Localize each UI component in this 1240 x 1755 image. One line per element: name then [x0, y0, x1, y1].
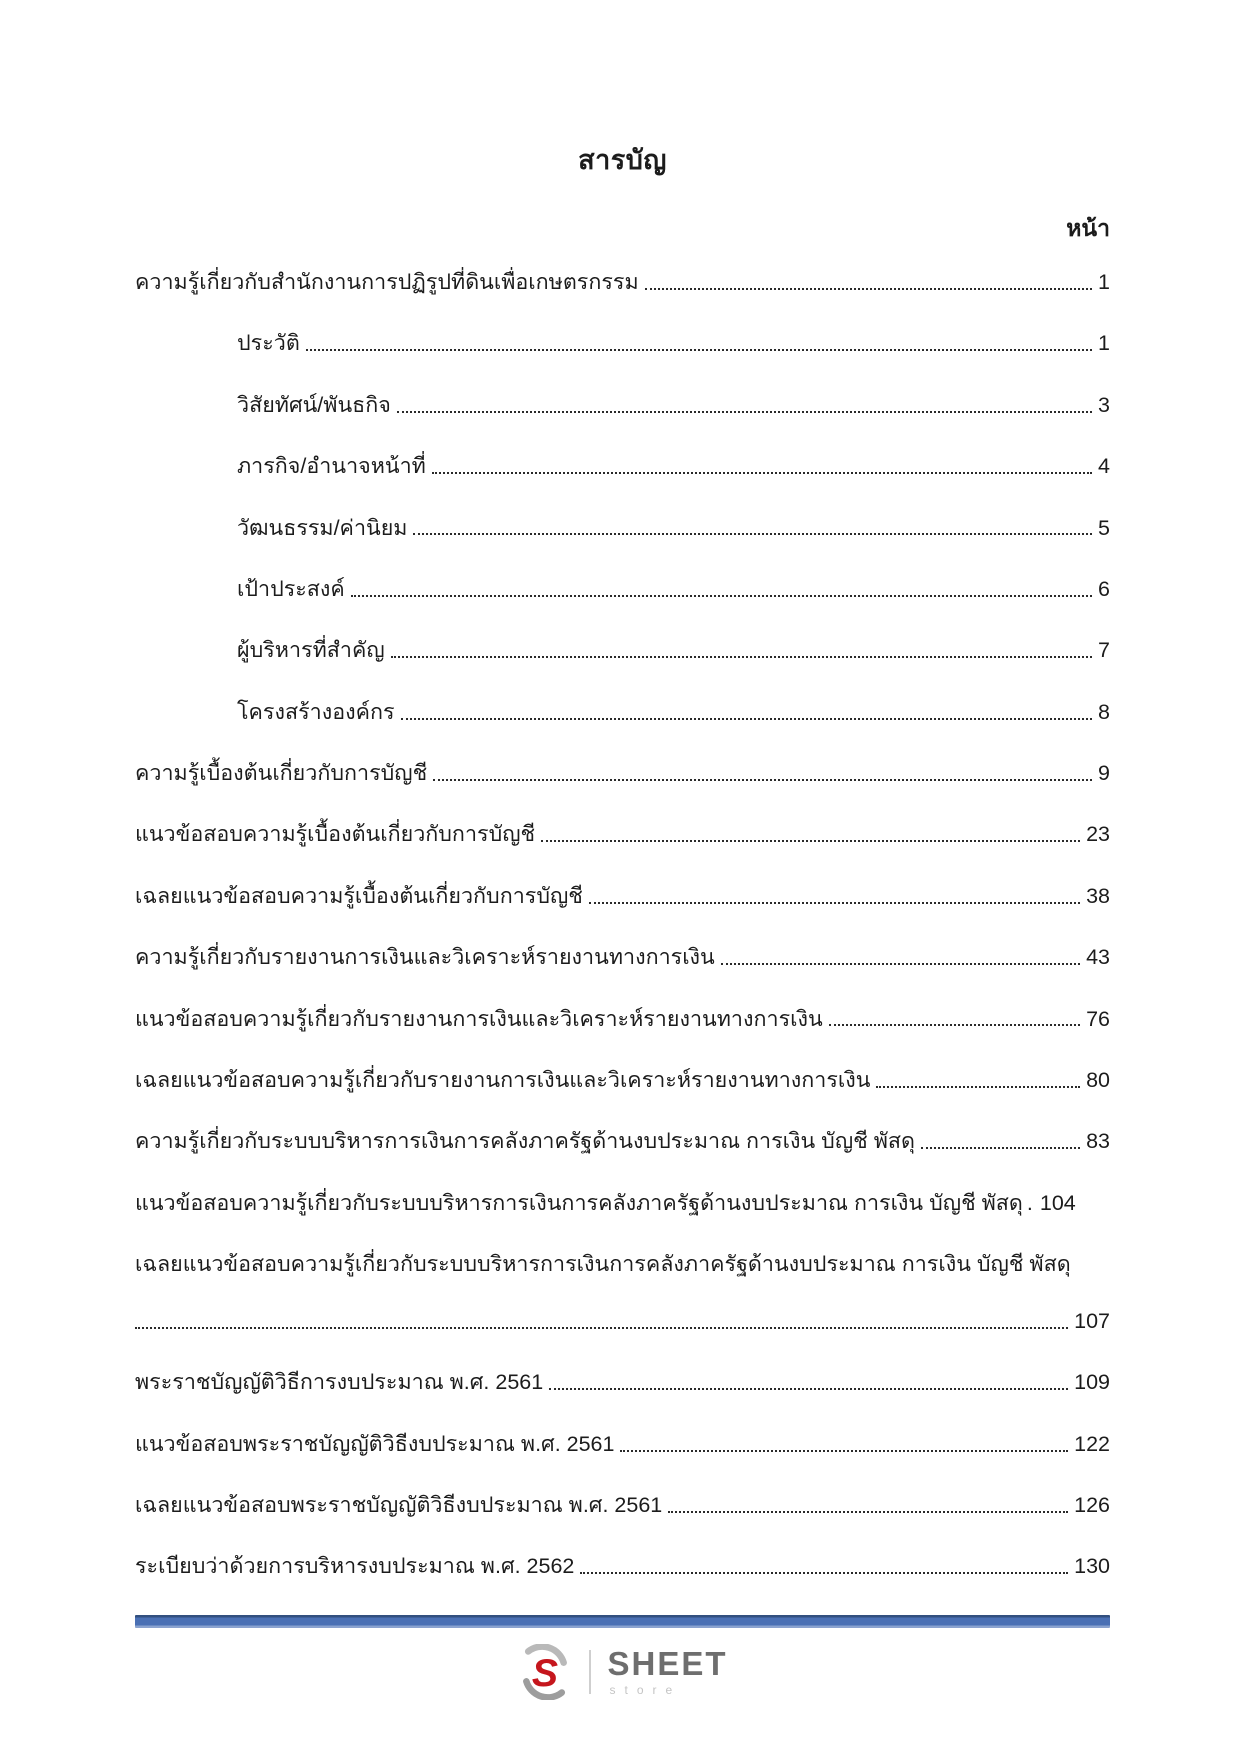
svg-text:S: S [532, 1651, 559, 1695]
dotted-leader [306, 349, 1092, 351]
dotted-leader [921, 1147, 1080, 1149]
toc-entry-label: ผู้บริหารที่สำคัญ [237, 638, 385, 663]
sheet-store-logo [135, 1644, 1110, 1700]
toc-entry-page: 3 [1098, 392, 1110, 417]
toc-entry-page: 104 [1039, 1190, 1076, 1215]
dotted-leader [580, 1572, 1068, 1574]
toc-entry-label: เฉลยแนวข้อสอบความรู้เบื้องต้นเกี่ยวกับการบัญชี [135, 883, 583, 908]
toc-entry-page: 6 [1098, 576, 1110, 601]
toc-entry [135, 1251, 1110, 1278]
toc-entry [135, 330, 1110, 357]
toc-entry-page: 83 [1086, 1129, 1110, 1154]
toc-entry-page: 1 [1098, 270, 1110, 294]
dotted-leader [135, 1327, 1068, 1329]
toc-entry-separator: . [1026, 1190, 1033, 1215]
dotted-leader [351, 595, 1092, 597]
dotted-leader [391, 656, 1092, 658]
dotted-leader [668, 1511, 1068, 1513]
dotted-leader [721, 963, 1080, 965]
toc-entry-label: แนวข้อสอบความรู้เกี่ยวกับระบบบริหารการเงินการคลังภาครัฐด้านงบประมาณ การเงิน บัญชี พัสดุ [135, 1190, 1023, 1215]
toc-entry-page: 107 [1074, 1308, 1110, 1333]
toc-entry-label: ความรู้เกี่ยวกับสำนักงานการปฏิรูปที่ดินเพื่อเกษตรกรรม [135, 270, 639, 294]
toc-entry [135, 576, 1110, 603]
toc-entry-page: 126 [1074, 1493, 1110, 1517]
toc-entry [135, 392, 1110, 419]
toc-entry-page: 80 [1086, 1067, 1110, 1092]
toc-entry-page: 43 [1086, 945, 1110, 970]
toc-entry-page: 4 [1098, 454, 1110, 479]
toc-entry [135, 515, 1110, 542]
footer-divider-bar [135, 1615, 1110, 1628]
table-of-contents [135, 269, 1110, 1580]
toc-entry [135, 453, 1110, 480]
toc-entry [135, 1006, 1110, 1033]
toc-entry-label: โครงสร้างองค์กร [237, 699, 395, 724]
toc-entry-label: ความรู้เกี่ยวกับระบบบริหารการเงินการคลังภาครัฐด้านงบประมาณ การเงิน บัญชี พัสดุ [135, 1129, 915, 1154]
toc-entry-label: ภารกิจ/อำนาจหน้าที่ [237, 454, 426, 479]
toc-entry-label: แนวข้อสอบความรู้เบื้องต้นเกี่ยวกับการบัญชี [135, 822, 536, 847]
toc-entry-page: 8 [1098, 699, 1110, 724]
toc-entry-label: วิสัยทัศน์/พันธกิจ [237, 392, 391, 417]
toc-entry [135, 821, 1110, 848]
toc-entry-page: 122 [1074, 1431, 1110, 1456]
toc-entry [135, 883, 1110, 910]
toc-entry-label: เฉลยแนวข้อสอบพระราชบัญญัติวิธีงบประมาณ พ.ศ. 2561 [135, 1493, 663, 1517]
dotted-leader [876, 1086, 1080, 1088]
brand-name: SHEET [607, 1644, 728, 1682]
page-column-header: หน้า [1066, 215, 1110, 241]
toc-entry [135, 944, 1110, 971]
logo-text [607, 1644, 728, 1697]
toc-entry-page: 109 [1074, 1370, 1110, 1395]
dotted-leader [401, 718, 1092, 720]
toc-entry-label: ความรู้เกี่ยวกับรายงานการเงินและวิเคราะห์รายงานทางการเงิน [135, 945, 715, 970]
toc-entry [135, 637, 1110, 664]
dotted-leader [645, 288, 1092, 290]
toc-entry-page: 1 [1098, 331, 1110, 356]
toc-entry-label: เฉลยแนวข้อสอบความรู้เกี่ยวกับรายงานการเงินและวิเคราะห์รายงานทางการเงิน [135, 1067, 871, 1092]
toc-entry-label: เฉลยแนวข้อสอบความรู้เกี่ยวกับระบบบริหารการเงินการคลังภาครัฐด้านงบประมาณ การเงิน บัญชี พัสดุ [135, 1252, 1071, 1276]
toc-entry [135, 1492, 1110, 1519]
toc-entry-page: 5 [1098, 515, 1110, 540]
toc-entry-label: เป้าประสงค์ [237, 576, 345, 601]
dotted-leader [432, 472, 1092, 474]
dotted-leader [433, 779, 1092, 781]
toc-entry-page: 23 [1086, 822, 1110, 847]
brand-subtitle: store [609, 1682, 682, 1697]
toc-entry [135, 1067, 1110, 1094]
toc-entry-page: 9 [1098, 761, 1110, 785]
toc-entry-label: ความรู้เบื้องต้นเกี่ยวกับการบัญชี [135, 761, 428, 785]
toc-entry-page: 38 [1086, 883, 1110, 908]
dotted-leader [829, 1024, 1080, 1026]
dotted-leader [620, 1450, 1068, 1452]
dotted-leader [549, 1388, 1068, 1390]
toc-entry [135, 1128, 1110, 1155]
toc-entry-page: 76 [1086, 1006, 1110, 1031]
toc-entry [135, 269, 1110, 296]
toc-entry [135, 1431, 1110, 1458]
toc-entry-label: ประวัติ [237, 331, 300, 356]
dotted-leader [413, 533, 1092, 535]
toc-entry-page: 7 [1098, 638, 1110, 663]
toc-entry-label: วัฒนธรรม/ค่านิยม [237, 515, 408, 540]
toc-entry-label: พระราชบัญญัติวิธีการงบประมาณ พ.ศ. 2561 [135, 1370, 544, 1395]
toc-entry [135, 1190, 1110, 1217]
toc-entry [135, 760, 1110, 787]
toc-entry-label: แนวข้อสอบพระราชบัญญัติวิธีงบประมาณ พ.ศ. 2561 [135, 1431, 615, 1456]
logo-divider [589, 1650, 591, 1694]
dotted-leader [589, 902, 1080, 904]
dotted-leader [541, 840, 1080, 842]
dotted-leader [397, 411, 1092, 413]
page-title: สารบัญ [578, 145, 667, 175]
toc-entry-page: 130 [1074, 1554, 1110, 1579]
toc-entry [135, 1553, 1110, 1580]
toc-entry-continuation [135, 1308, 1110, 1335]
sheet-s-logo-icon [517, 1644, 573, 1700]
toc-entry [135, 699, 1110, 726]
toc-entry-label: แนวข้อสอบความรู้เกี่ยวกับรายงานการเงินและวิเคราะห์รายงานทางการเงิน [135, 1006, 823, 1031]
toc-entry-label: ระเบียบว่าด้วยการบริหารงบประมาณ พ.ศ. 2562 [135, 1554, 575, 1579]
toc-entry [135, 1369, 1110, 1396]
